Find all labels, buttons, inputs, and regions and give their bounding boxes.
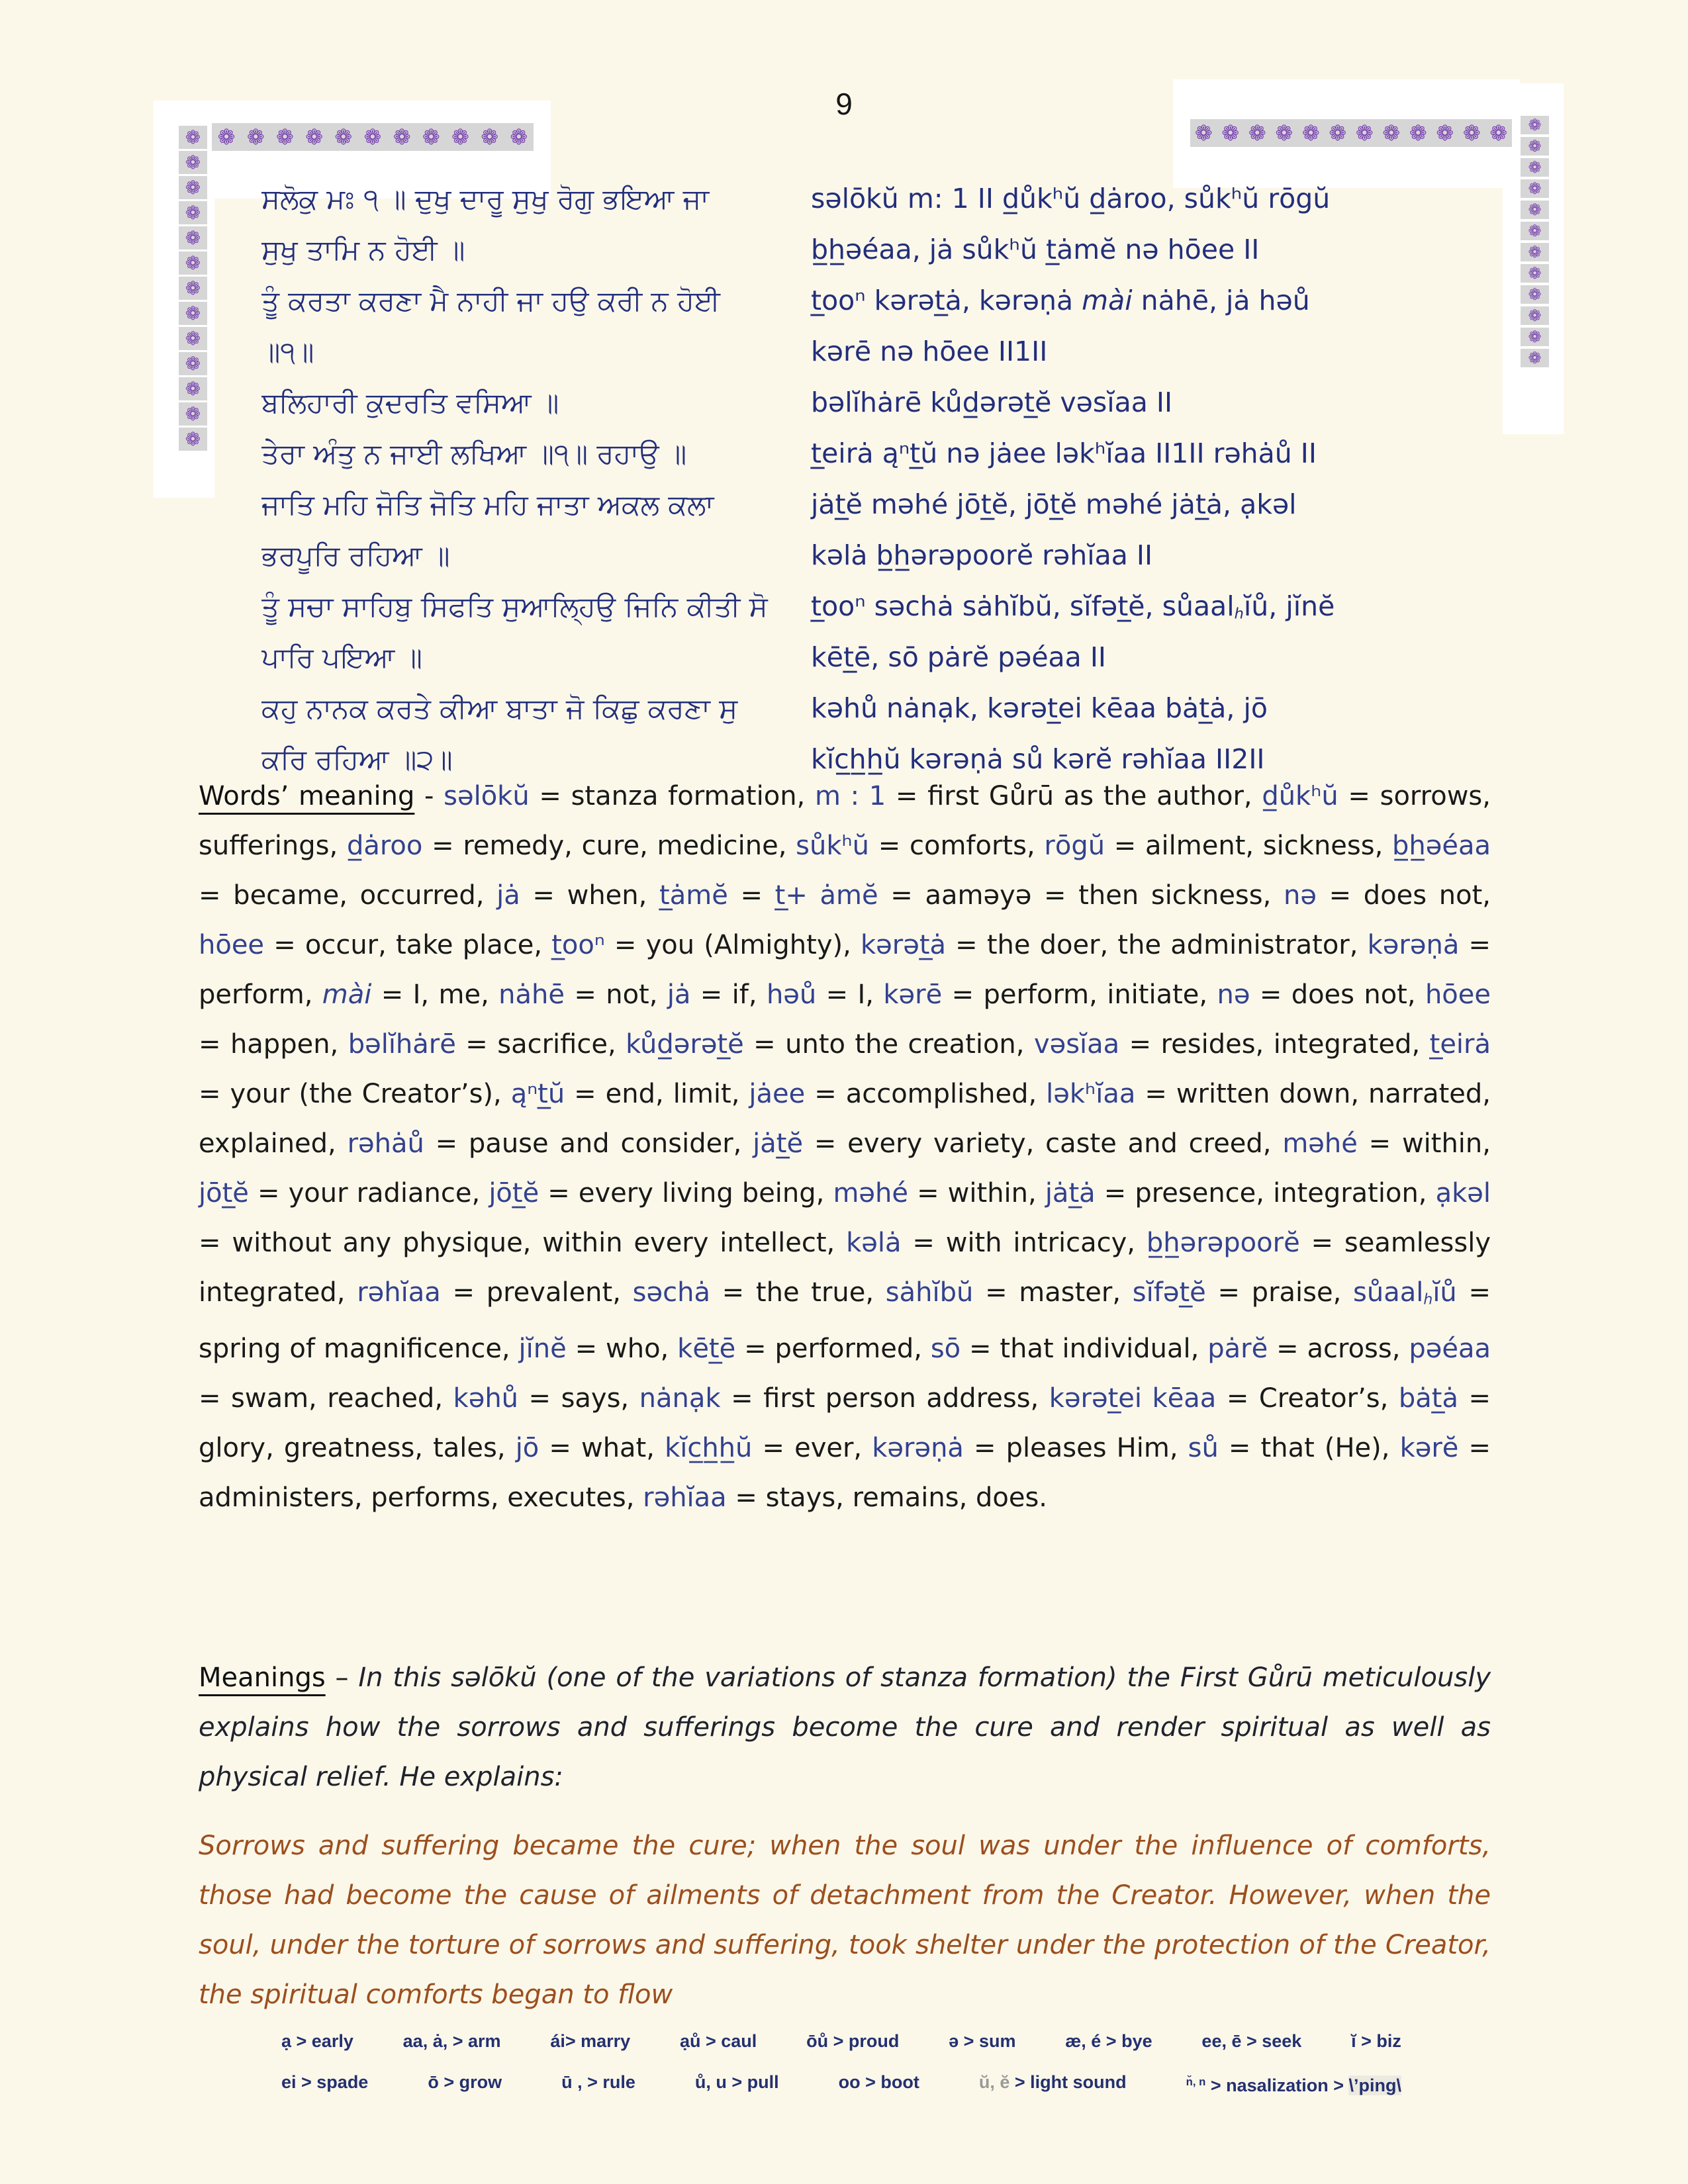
words-meaning-segment: = sorrows, sufferings, <box>199 781 1491 861</box>
words-meaning-segment: məhé <box>1282 1128 1358 1159</box>
flower-icon: ❁ <box>1248 120 1266 146</box>
words-meaning-segment: sů <box>1188 1433 1219 1464</box>
flower-icon: ❁ <box>185 202 201 224</box>
flower-icon: ❁ <box>246 124 265 150</box>
flower-icon: ❁ <box>1528 201 1542 219</box>
words-meaning-segment: = your (the Creator’s), <box>199 1079 511 1109</box>
words-meaning-segment: = written down, narrated, explained, <box>199 1079 1491 1159</box>
flower-cell <box>1521 243 1549 261</box>
flower-cell <box>179 377 207 400</box>
words-meaning-segment: rəhĭaa <box>357 1277 441 1308</box>
transliteration-line <box>811 326 1483 377</box>
gurmukhi-line: ਤੇਰਾ ਅੰਤੁ ਨ ਜਾਈ ਲਖਿਆ ॥੧॥ ਰਹਾਉ ॥ <box>261 437 687 470</box>
transliteration-segment: kəlȧ b̲h̲ərəpoorĕ rəhĭaa II <box>811 539 1153 571</box>
words-meaning-segment: = what, <box>539 1433 665 1464</box>
gurmukhi-line: ਕਰਿ ਰਹਿਆ ॥੨॥ <box>261 743 453 776</box>
transliteration-segment: t̲eirȧ ąⁿt̲ŭ nə jȧee ləkʰĭaa II1II rəhȧů II <box>811 437 1317 469</box>
flower-icon: ❁ <box>185 277 201 299</box>
flower-icon: ❁ <box>1489 120 1508 146</box>
words-meaning-segment: t̲+ ȧmĕ <box>774 880 878 911</box>
pronunciation-key-segment: ō > grow <box>428 2072 502 2092</box>
words-meaning-segment: b̲h̲ərəpoorĕ <box>1146 1228 1300 1258</box>
flower-cell <box>179 327 207 350</box>
pronunciation-key-item <box>561 2068 635 2100</box>
flower-cell <box>179 176 207 199</box>
words-meaning-segment: = I, <box>816 979 884 1010</box>
pronunciation-key-item <box>949 2026 1015 2056</box>
words-meaning-segment: = I, me, <box>371 979 499 1010</box>
words-meaning-segment: = the true, <box>710 1277 886 1308</box>
words-meaning-segment: sō <box>930 1334 961 1365</box>
pronunciation-key-segment: ū , > rule <box>561 2072 635 2092</box>
transliteration-line <box>811 275 1483 326</box>
pronunciation-key-item <box>1065 2026 1152 2056</box>
words-meaning-segment: = became, occurred, <box>199 880 497 911</box>
meanings-section <box>199 1653 1491 1802</box>
words-meaning-segment: səchȧ <box>632 1277 710 1308</box>
transliteration-line <box>811 530 1483 581</box>
flower-icon: ❁ <box>185 302 201 324</box>
transliteration-segment: t̲ooⁿ səchȧ sȧhĭbŭ, sĭfət̲ĕ, sůaal <box>811 590 1235 622</box>
pronunciation-key-segment: > light sound <box>1009 2072 1127 2092</box>
flower-cell <box>1521 222 1549 240</box>
flower-cell <box>1521 158 1549 177</box>
words-meaning-segment: ləkʰĭaa <box>1046 1079 1136 1109</box>
pronunciation-key-item <box>550 2026 630 2056</box>
scripture-row <box>261 683 1483 734</box>
words-meaning-segment: = <box>727 880 775 911</box>
pronunciation-key-item <box>403 2026 501 2056</box>
pronunciation-key-segment: ů, u > pull <box>694 2072 779 2092</box>
page-number: 9 <box>835 87 853 121</box>
transliteration-segment: b̲h̲əéaa, jȧ sůkʰŭ t̲ȧmĕ nə hōee II <box>811 234 1260 265</box>
words-meaning-segment: = master, <box>973 1277 1133 1308</box>
words-meaning-segment: bȧt̲ȧ <box>1398 1383 1458 1414</box>
words-meaning-segment: vəsĭaa <box>1033 1029 1120 1060</box>
flower-cell <box>179 126 207 149</box>
gurmukhi-line: ਭਰਪੂਰਿ ਰਹਿਆ ॥ <box>261 539 450 572</box>
words-meaning-segment: = end, limit, <box>565 1079 749 1109</box>
words-meaning-segment: kəlȧ <box>846 1228 902 1258</box>
flower-icon: ❁ <box>185 428 201 450</box>
words-meaning-segment: jȧt̲ȧ <box>1045 1178 1096 1208</box>
words-meaning-segment: həů <box>766 979 817 1010</box>
flower-cell <box>179 201 207 224</box>
flower-icon: ❁ <box>185 403 201 425</box>
gurmukhi-line: ਸਲੋਕੁ ਮਃ ੧ ॥ ਦੁਖੁ ਦਾਰੂ ਸੁਖੁ ਰੋਗੁ ਭਇਆ ਜਾ <box>261 183 710 215</box>
words-meaning-segment: jȧt̲ĕ <box>753 1128 804 1159</box>
words-meaning-segment: sůaal <box>1353 1277 1424 1308</box>
words-meaning-segment: = first Gůrū as the author, <box>886 781 1262 811</box>
flower-icon: ❁ <box>451 124 469 150</box>
words-meaning-segment: = accomplished, <box>805 1079 1047 1109</box>
words-meaning-segment: = pleases Him, <box>963 1433 1188 1464</box>
flower-cell <box>1521 201 1549 219</box>
flower-cell <box>179 428 207 451</box>
flower-icon: ❁ <box>422 124 440 150</box>
scripture-row <box>261 530 1483 581</box>
flower-cell <box>179 251 207 275</box>
flower-icon: ❁ <box>1409 120 1427 146</box>
words-meaning-segment: ạkəl <box>1435 1178 1491 1208</box>
scripture-row <box>261 377 1483 428</box>
words-meaning-segment: kərē <box>883 979 943 1010</box>
flower-cell <box>1521 264 1549 283</box>
words-meaning-segment: pȧrĕ <box>1207 1334 1268 1365</box>
words-meaning-segment: Words’ meaning <box>199 781 415 811</box>
words-meaning-segment: məhé <box>833 1178 908 1208</box>
words-meaning-segment: = perform, <box>199 930 1491 1010</box>
words-meaning-segment: səlōkŭ <box>444 781 530 811</box>
words-meaning-segment: = pause and consider, <box>424 1128 753 1159</box>
words-meaning-segment: = resides, integrated, <box>1119 1029 1430 1060</box>
words-meaning-segment: rəhĭaa <box>643 1482 727 1514</box>
flower-icon: ❁ <box>1528 285 1542 304</box>
transliteration-segment: kəhů nȧnạk, kərət̲ei kēaa bȧt̲ȧ, jō <box>811 692 1268 724</box>
gurmukhi-line: ਪਾਰਿ ਪਇਆ ॥ <box>261 641 422 674</box>
words-meaning-segment: jō <box>515 1433 539 1464</box>
transliteration-segment: t̲ooⁿ kərət̲ȧ, kərəṇȧ <box>811 285 1082 316</box>
transliteration-segment: mài <box>1082 285 1133 316</box>
words-meaning-segment: m : 1 <box>814 781 886 811</box>
pronunciation-key-item <box>1351 2026 1401 2056</box>
meanings-separator: – <box>325 1662 359 1693</box>
flower-cell <box>179 151 207 174</box>
flower-icon: ❁ <box>1221 120 1240 146</box>
flower-icon: ❁ <box>1436 120 1454 146</box>
flower-icon: ❁ <box>1528 264 1542 283</box>
flower-icon: ❁ <box>1528 243 1542 261</box>
transliteration-segment: kərē nə hōee II1II <box>811 336 1048 367</box>
pronunciation-key-row-1 <box>281 2026 1401 2056</box>
flower-icon: ❁ <box>334 124 353 150</box>
pronunciation-key-item <box>1201 2026 1301 2056</box>
words-meaning-segment: rəhȧů <box>347 1128 424 1159</box>
words-meaning-segment: = spring of magnificence, <box>199 1277 1491 1365</box>
words-meaning-segment: = ever, <box>752 1433 872 1464</box>
pronunciation-key-segment: > nasalization > <box>1205 2075 1349 2096</box>
flower-icon: ❁ <box>185 126 201 148</box>
transliteration-segment: kēt̲ē, sō pȧrĕ pəéaa II <box>811 641 1107 673</box>
words-meaning-segment: = comforts, <box>869 831 1045 861</box>
words-meaning-segment: = glory, greatness, tales, <box>199 1383 1491 1464</box>
words-meaning-segment: = that (He), <box>1218 1433 1400 1464</box>
words-meaning-segment: = performed, <box>735 1334 931 1365</box>
meanings-text: In this səlōkŭ (one of the variations of stanza formation) the First Gůrū meticulously explains how the sorrows and sufferings become the cure and render spiritual as well as physical relief. He explains: <box>199 1662 1491 1792</box>
words-meaning-segment: nə <box>1217 979 1250 1010</box>
transliteration-line <box>811 224 1483 275</box>
flower-icon: ❁ <box>363 124 382 150</box>
words-meaning-segment: = ailment, sickness, <box>1105 831 1393 861</box>
words-meaning-segment: t̲ȧmĕ <box>659 880 728 911</box>
words-meaning-segment: sĭfət̲ĕ <box>1132 1277 1206 1308</box>
decorative-border-left <box>179 126 207 451</box>
words-meaning-segment: - <box>414 781 444 811</box>
words-meaning-segment: ĭů <box>1432 1277 1457 1308</box>
scripture-row <box>261 479 1483 530</box>
flower-icon: ❁ <box>1329 120 1347 146</box>
gurmukhi-line: ਕਹੁ ਨਾਨਕ ਕਰਤੇ ਕੀਆ ਬਾਤਾ ਜੋ ਕਿਛੁ ਕਰਣਾ ਸੁ <box>261 692 738 725</box>
flower-icon: ❁ <box>1528 158 1542 177</box>
words-meaning-segment: kərət̲ei kēaa <box>1049 1383 1217 1414</box>
words-meaning-segment: pəéaa <box>1409 1334 1491 1365</box>
flower-cell <box>1521 349 1549 367</box>
words-meaning-segment: kēt̲ē <box>677 1334 736 1365</box>
pronunciation-key-segment: ạů > caul <box>679 2031 757 2051</box>
flower-icon: ❁ <box>185 252 201 274</box>
gurmukhi-line: ਤੂੰ ਸਚਾ ਸਾਹਿਬੁ ਸਿਫਤਿ ਸੁਆਲ੍ਹਿਉ ਜਿਨਿ ਕੀਤੀ ਸੋ <box>261 590 768 623</box>
words-meaning-segment: nə <box>1283 880 1317 911</box>
words-meaning-segment: = when, <box>520 880 660 911</box>
flower-icon: ❁ <box>217 124 236 150</box>
words-meaning-segment: kĭc̲h̲h̲ŭ <box>665 1433 753 1464</box>
interpretation-text: Sorrows and suffering became the cure; when the soul was under the influence of comforts, those had become the cause of ailments of detachment from the Creator. However, when the soul, under the torture of sorrows and suffering, took shelter under the protection of the Creator, the spiritual comforts began to flow <box>199 1831 1491 2010</box>
meanings-heading: Meanings <box>199 1662 326 1693</box>
words-meaning-segment: kəhů <box>453 1383 519 1414</box>
words-meaning-segment: = without any physique, within every intellect, <box>199 1228 847 1258</box>
words-meaning-segment: jȧ <box>496 880 520 911</box>
flower-icon: ❁ <box>1462 120 1481 146</box>
transliteration-segment: nȧhē, jȧ həů <box>1132 285 1310 316</box>
flower-icon: ❁ <box>185 328 201 349</box>
transliteration-segment: h <box>1234 605 1244 623</box>
words-meaning-segment: = swam, reached, <box>199 1383 453 1414</box>
transliteration-segment: jȧt̲ĕ məhé jōt̲ĕ, jōt̲ĕ məhé jȧt̲ȧ, ạkəl <box>811 488 1297 520</box>
words-meaning-segment: = unto the creation, <box>743 1029 1034 1060</box>
flower-icon: ❁ <box>510 124 528 150</box>
words-meaning-segment: nȧhē <box>498 979 565 1010</box>
pronunciation-key-segment: ạ > early <box>281 2031 353 2051</box>
pronunciation-key-item <box>281 2026 353 2056</box>
pronunciation-key-segment: ĭ > biz <box>1351 2031 1401 2051</box>
words-meaning-segment: b̲h̲əéaa <box>1392 831 1491 861</box>
flower-icon: ❁ <box>276 124 294 150</box>
pronunciation-key-item <box>680 2026 757 2056</box>
words-meaning-segment: = your radiance, <box>248 1178 489 1208</box>
words-meaning-segment: = aaməyə = then sickness, <box>878 880 1284 911</box>
words-meaning-segment: jĭnĕ <box>518 1334 567 1365</box>
pronunciation-key-item <box>806 2026 899 2056</box>
words-meaning-segment: = within, <box>908 1178 1045 1208</box>
pronunciation-key-segment: ei > spade <box>281 2072 369 2092</box>
words-meaning-segment: jȧ <box>667 979 691 1010</box>
words-meaning-segment: = remedy, cure, medicine, <box>422 831 796 861</box>
pronunciation-key-item <box>428 2068 502 2100</box>
pronunciation-key-segment: ə > sum <box>949 2031 1016 2051</box>
flower-icon: ❁ <box>1528 349 1542 367</box>
decorative-border-right <box>1521 116 1549 367</box>
flower-icon: ❁ <box>1355 120 1374 146</box>
words-meaning-segment: sȧhĭbŭ <box>885 1277 974 1308</box>
words-meaning-segment: = stays, remains, does. <box>726 1482 1048 1514</box>
words-meaning-section <box>199 772 1491 1523</box>
flower-icon: ❁ <box>185 227 201 249</box>
transliteration-line <box>811 479 1483 530</box>
words-meaning-segment: kərət̲ȧ <box>860 930 947 960</box>
words-meaning-segment: = across, <box>1268 1334 1409 1365</box>
words-meaning-segment: nȧnạk <box>639 1383 721 1414</box>
words-meaning-segment: t̲eirȧ <box>1429 1029 1491 1060</box>
words-meaning-segment: = perform, initiate, <box>942 979 1217 1010</box>
words-meaning-segment: = administers, performs, executes, <box>199 1433 1491 1514</box>
pronunciation-key-row-2 <box>281 2068 1401 2100</box>
scripture-row <box>261 428 1483 479</box>
pronunciation-key-item <box>695 2068 779 2100</box>
pronunciation-key-item <box>839 2068 919 2100</box>
transliteration-line <box>811 377 1483 428</box>
pronunciation-key-item <box>1186 2068 1401 2100</box>
flower-icon: ❁ <box>1528 222 1542 240</box>
words-meaning-segment: kərəṇȧ <box>872 1433 964 1464</box>
flower-icon: ❁ <box>1382 120 1401 146</box>
words-meaning-segment: = does not, <box>1316 880 1491 911</box>
words-meaning-segment: t̲ooⁿ <box>551 930 605 960</box>
words-meaning-segment: kůd̲ərət̲ĕ <box>626 1029 744 1060</box>
words-meaning-segment: = Creator’s, <box>1216 1383 1399 1414</box>
pronunciation-key-segment: æ, é > bye <box>1065 2031 1152 2051</box>
flower-cell <box>1521 306 1549 325</box>
flower-cell <box>1521 179 1549 198</box>
words-meaning-segment: jōt̲ĕ <box>489 1178 539 1208</box>
words-meaning-segment: hōee <box>199 930 265 960</box>
words-meaning-segment: jȧee <box>749 1079 806 1109</box>
transliteration-line <box>811 581 1483 632</box>
transliteration-segment: ĭů, jĭnĕ <box>1243 590 1335 622</box>
pronunciation-key-segment: ái> marry <box>550 2031 631 2051</box>
pronunciation-key-segment: aa, ȧ, > arm <box>402 2031 501 2051</box>
words-meaning-segment: rōgŭ <box>1044 831 1105 861</box>
scripture-section <box>261 173 1483 785</box>
words-meaning-segment: sůkʰŭ <box>796 831 870 861</box>
flower-cell <box>179 277 207 300</box>
words-meaning-segment: = prevalent, <box>440 1277 633 1308</box>
words-meaning-segment: = first person address, <box>720 1383 1049 1414</box>
flower-icon: ❁ <box>185 353 201 375</box>
pronunciation-key-segment: n̆, n <box>1186 2075 1206 2088</box>
words-meaning-segment: jōt̲ĕ <box>199 1178 249 1208</box>
words-meaning-segment: kərĕ <box>1399 1433 1459 1464</box>
words-meaning-segment: = every living being, <box>539 1178 833 1208</box>
transliteration-segment: kĭc̲h̲h̲ŭ kərəṇȧ sů kərĕ rəhĭaa II2II <box>811 743 1265 775</box>
pronunciation-key-segment: \ʼping\ <box>1348 2075 1401 2096</box>
words-meaning-segment: = seamlessly integrated, <box>199 1228 1491 1308</box>
scripture-row <box>261 632 1483 683</box>
flower-cell <box>1521 328 1549 346</box>
flower-cell <box>179 226 207 250</box>
words-meaning-segment: = not, <box>564 979 667 1010</box>
gurmukhi-line: ਸੁਖੁ ਤਾਮਿ ਨ ਹੋਈ ॥ <box>261 234 465 266</box>
flower-icon: ❁ <box>1528 306 1542 325</box>
decorative-border-top-left <box>212 123 534 151</box>
flower-icon: ❁ <box>1275 120 1293 146</box>
words-meaning-segment: d̲ȧroo <box>346 831 423 861</box>
flower-icon: ❁ <box>1528 137 1542 156</box>
words-meaning-segment: = every variety, caste and creed, <box>803 1128 1283 1159</box>
words-meaning-segment: = the doer, the administrator, <box>946 930 1368 960</box>
flower-cell <box>1521 285 1549 304</box>
scripture-row <box>261 224 1483 275</box>
transliteration-segment: bəlĭhȧrē kůd̲ərət̲ĕ vəsĭaa II <box>811 387 1173 418</box>
flower-icon: ❁ <box>1528 179 1542 198</box>
transliteration-line <box>811 173 1483 224</box>
flower-icon: ❁ <box>305 124 323 150</box>
words-meaning-segment: kərəṇȧ <box>1367 930 1460 960</box>
pronunciation-key-item <box>281 2068 368 2100</box>
scripture-row <box>261 275 1483 326</box>
words-meaning-segment: bəlĭhȧrē <box>348 1029 456 1060</box>
interpretation-paragraph <box>199 1821 1491 2020</box>
scripture-row <box>261 581 1483 632</box>
transliteration-line <box>811 632 1483 683</box>
words-meaning-segment: = sacrifice, <box>455 1029 626 1060</box>
flower-icon: ❁ <box>1194 120 1213 146</box>
transliteration-line <box>811 428 1483 479</box>
words-meaning-segment: ąⁿt̲ŭ <box>510 1079 565 1109</box>
flower-icon: ❁ <box>1528 116 1542 134</box>
flower-icon: ❁ <box>1301 120 1320 146</box>
decorative-border-top-right <box>1190 119 1512 147</box>
pronunciation-key-item <box>979 2068 1127 2100</box>
words-meaning-segment: = says, <box>518 1383 639 1414</box>
scripture-row <box>261 326 1483 377</box>
words-meaning-segment: mài <box>322 979 372 1010</box>
scripture-row <box>261 173 1483 224</box>
pronunciation-key-segment: ee, ē > seek <box>1201 2031 1302 2051</box>
words-meaning-segment: = within, <box>1357 1128 1491 1159</box>
words-meaning-segment: = with intricacy, <box>901 1228 1147 1258</box>
words-meaning-segment: = occur, take place, <box>264 930 552 960</box>
gurmukhi-line: ਤੂੰ ਕਰਤਾ ਕਰਣਾ ਮੈ ਨਾਹੀ ਜਾ ਹਉ ਕਰੀ ਨ ਹੋਈ <box>261 285 720 317</box>
flower-icon: ❁ <box>393 124 411 150</box>
pronunciation-key-segment: oo > boot <box>838 2072 919 2092</box>
flower-cell <box>1521 116 1549 134</box>
flower-icon: ❁ <box>1528 328 1542 346</box>
flower-icon: ❁ <box>185 177 201 199</box>
gurmukhi-line: ॥੧॥ <box>261 336 314 368</box>
pronunciation-key-segment: ōů > proud <box>806 2031 900 2051</box>
flower-icon: ❁ <box>185 378 201 400</box>
words-meaning-segment: = praise, <box>1205 1277 1354 1308</box>
flower-cell <box>179 402 207 426</box>
flower-icon: ❁ <box>481 124 499 150</box>
words-meaning-segment: = happen, <box>199 1029 348 1060</box>
words-meaning-segment: d̲ůkʰŭ <box>1262 781 1338 811</box>
words-meaning-segment: = you (Almighty), <box>604 930 861 960</box>
gurmukhi-line: ਬਲਿਹਾਰੀ ਕੁਦਰਤਿ ਵਸਿਆ ॥ <box>261 387 559 419</box>
flower-cell <box>1521 137 1549 156</box>
words-meaning-segment: = stanza formation, <box>529 781 815 811</box>
words-meaning-segment: = that individual, <box>961 1334 1208 1365</box>
words-meaning-segment: h <box>1423 1291 1433 1308</box>
words-meaning-segment: = who, <box>566 1334 678 1365</box>
words-meaning-segment: = presence, integration, <box>1095 1178 1436 1208</box>
flower-icon: ❁ <box>185 152 201 173</box>
pronunciation-key-segment: ŭ, ĕ <box>978 2072 1010 2092</box>
transliteration-segment: səlōkŭ m: 1 II d̲ůkʰŭ d̲ȧroo, sůkʰŭ rōgŭ <box>811 183 1331 214</box>
words-meaning-segment: = if, <box>690 979 767 1010</box>
words-meaning-segment: hōee <box>1425 979 1491 1010</box>
flower-cell <box>179 302 207 325</box>
transliteration-line <box>811 683 1483 734</box>
flower-cell <box>179 352 207 375</box>
gurmukhi-line: ਜਾਤਿ ਮਹਿ ਜੋਤਿ ਜੋਤਿ ਮਹਿ ਜਾਤਾ ਅਕਲ ਕਲਾ <box>261 488 714 521</box>
words-meaning-segment: = does not, <box>1250 979 1425 1010</box>
